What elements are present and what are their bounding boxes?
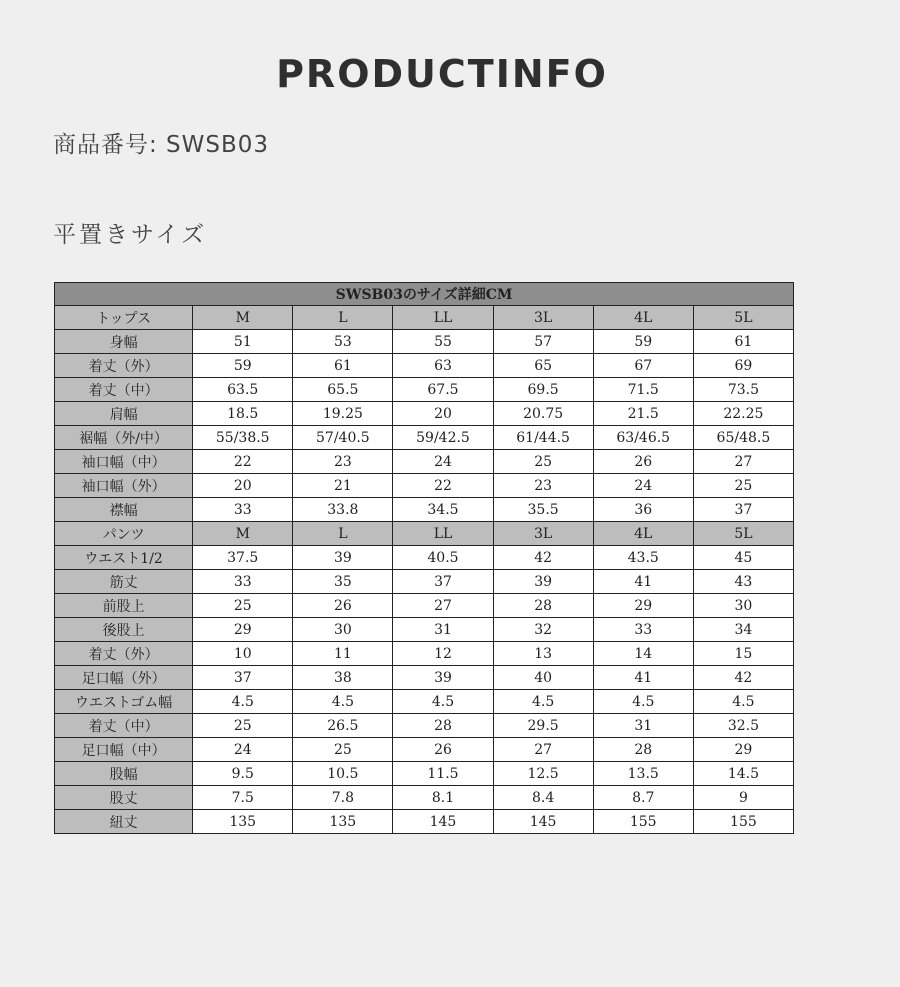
table-cell: 27 — [693, 450, 793, 474]
table-cell: 20 — [193, 474, 293, 498]
table-row — [55, 498, 794, 522]
table-cell: 23 — [493, 474, 593, 498]
table-cell: 18.5 — [193, 402, 293, 426]
row-label: 後股上 — [55, 618, 193, 642]
table-cell: 32.5 — [693, 714, 793, 738]
table-row — [55, 594, 794, 618]
table-cell: 40.5 — [393, 546, 493, 570]
table-cell: 61/44.5 — [493, 426, 593, 450]
row-label: 袖口幅（外） — [55, 474, 193, 498]
table-cell: 37.5 — [193, 546, 293, 570]
size-header: 3L — [493, 522, 593, 546]
table-cell: 4.5 — [293, 690, 393, 714]
table-cell: 22 — [193, 450, 293, 474]
table-cell: 27 — [393, 594, 493, 618]
table-cell: 31 — [393, 618, 493, 642]
table-body — [55, 306, 794, 834]
table-cell: 33 — [193, 570, 293, 594]
size-header: LL — [393, 306, 493, 330]
table-cell: 39 — [493, 570, 593, 594]
table-cell: 13 — [493, 642, 593, 666]
table-row — [55, 810, 794, 834]
table-cell: 37 — [393, 570, 493, 594]
table-cell: 63/46.5 — [593, 426, 693, 450]
row-label: 着丈（外） — [55, 354, 193, 378]
table-row — [55, 330, 794, 354]
table-cell: 29.5 — [493, 714, 593, 738]
table-cell: 34 — [693, 618, 793, 642]
table-cell: 63 — [393, 354, 493, 378]
table-cell: 7.8 — [293, 786, 393, 810]
row-label: 前股上 — [55, 594, 193, 618]
row-label: ウエストゴム幅 — [55, 690, 193, 714]
table-cell: 67.5 — [393, 378, 493, 402]
table-cell: 27 — [493, 738, 593, 762]
row-label: 着丈（外） — [55, 642, 193, 666]
table-cell: 155 — [693, 810, 793, 834]
table-cell: 59 — [593, 330, 693, 354]
table-cell: 22 — [393, 474, 493, 498]
table-cell: 12.5 — [493, 762, 593, 786]
size-header: M — [193, 306, 293, 330]
table-cell: 25 — [493, 450, 593, 474]
table-cell: 34.5 — [393, 498, 493, 522]
size-header: 4L — [593, 522, 693, 546]
table-cell: 35 — [293, 570, 393, 594]
table-row — [55, 642, 794, 666]
table-cell: 51 — [193, 330, 293, 354]
table-cell: 24 — [593, 474, 693, 498]
size-header: 3L — [493, 306, 593, 330]
table-cell: 145 — [493, 810, 593, 834]
table-cell: 57 — [493, 330, 593, 354]
table-cell: 28 — [493, 594, 593, 618]
table-cell: 37 — [193, 666, 293, 690]
pants-section-label: パンツ — [55, 522, 193, 546]
table-row — [55, 570, 794, 594]
table-cell: 65/48.5 — [693, 426, 793, 450]
table-cell: 45 — [693, 546, 793, 570]
table-row — [55, 426, 794, 450]
table-cell: 38 — [293, 666, 393, 690]
row-label: 股幅 — [55, 762, 193, 786]
row-label: ウエスト1/2 — [55, 546, 193, 570]
table-cell: 63.5 — [193, 378, 293, 402]
table-cell: 135 — [293, 810, 393, 834]
table-cell: 23 — [293, 450, 393, 474]
table-row — [55, 786, 794, 810]
table-cell: 22.25 — [693, 402, 793, 426]
table-cell: 30 — [693, 594, 793, 618]
table-cell: 14.5 — [693, 762, 793, 786]
table-cell: 41 — [593, 570, 693, 594]
table-cell: 4.5 — [493, 690, 593, 714]
table-row — [55, 402, 794, 426]
table-cell: 37 — [693, 498, 793, 522]
row-label: 裾幅（外/中） — [55, 426, 193, 450]
table-row — [55, 666, 794, 690]
table-cell: 25 — [193, 714, 293, 738]
table-cell: 11 — [293, 642, 393, 666]
row-label: 襟幅 — [55, 498, 193, 522]
row-label: 身幅 — [55, 330, 193, 354]
tops-header-row — [55, 306, 794, 330]
size-header: 5L — [693, 522, 793, 546]
section-title: 平置きサイズ — [53, 222, 208, 248]
table-row — [55, 738, 794, 762]
table-cell: 13.5 — [593, 762, 693, 786]
table-cell: 10.5 — [293, 762, 393, 786]
table-cell: 20 — [393, 402, 493, 426]
row-label: 足口幅（外） — [55, 666, 193, 690]
table-cell: 4.5 — [193, 690, 293, 714]
size-header: M — [193, 522, 293, 546]
table-cell: 4.5 — [593, 690, 693, 714]
row-label: 紐丈 — [55, 810, 193, 834]
table-title-row — [55, 283, 794, 306]
table-row — [55, 378, 794, 402]
size-header: L — [293, 522, 393, 546]
table-cell: 36 — [593, 498, 693, 522]
row-label: 股丈 — [55, 786, 193, 810]
table-cell: 8.7 — [593, 786, 693, 810]
row-label: 着丈（中） — [55, 714, 193, 738]
table-cell: 21 — [293, 474, 393, 498]
table-cell: 53 — [293, 330, 393, 354]
table-row — [55, 762, 794, 786]
table-cell: 33 — [193, 498, 293, 522]
table-row — [55, 714, 794, 738]
table-row — [55, 354, 794, 378]
table-cell: 8.1 — [393, 786, 493, 810]
table-cell: 7.5 — [193, 786, 293, 810]
size-header: 4L — [593, 306, 693, 330]
row-label: 筋丈 — [55, 570, 193, 594]
table-cell: 71.5 — [593, 378, 693, 402]
table-cell: 35.5 — [493, 498, 593, 522]
size-header: 5L — [693, 306, 793, 330]
table-cell: 29 — [593, 594, 693, 618]
table-cell: 69 — [693, 354, 793, 378]
table-row — [55, 690, 794, 714]
table-cell: 9 — [693, 786, 793, 810]
table-cell: 33 — [593, 618, 693, 642]
size-header: L — [293, 306, 393, 330]
table-cell: 24 — [393, 450, 493, 474]
table-cell: 33.8 — [293, 498, 393, 522]
table-cell: 26 — [393, 738, 493, 762]
table-cell: 4.5 — [693, 690, 793, 714]
table-cell: 24 — [193, 738, 293, 762]
table-cell: 155 — [593, 810, 693, 834]
table-row — [55, 450, 794, 474]
table-cell: 67 — [593, 354, 693, 378]
table-cell: 19.25 — [293, 402, 393, 426]
table-cell: 135 — [193, 810, 293, 834]
table-cell: 55 — [393, 330, 493, 354]
table-cell: 61 — [293, 354, 393, 378]
table-cell: 145 — [393, 810, 493, 834]
table-cell: 42 — [693, 666, 793, 690]
row-label: 足口幅（中） — [55, 738, 193, 762]
table-cell: 15 — [693, 642, 793, 666]
table-cell: 11.5 — [393, 762, 493, 786]
table-row — [55, 474, 794, 498]
pants-header-row — [55, 522, 794, 546]
table-cell: 10 — [193, 642, 293, 666]
table-cell: 30 — [293, 618, 393, 642]
table-cell: 20.75 — [493, 402, 593, 426]
table-cell: 73.5 — [693, 378, 793, 402]
table-cell: 65 — [493, 354, 593, 378]
table-cell: 61 — [693, 330, 793, 354]
table-cell: 40 — [493, 666, 593, 690]
table-cell: 65.5 — [293, 378, 393, 402]
table-cell: 41 — [593, 666, 693, 690]
table-cell: 25 — [693, 474, 793, 498]
table-cell: 29 — [693, 738, 793, 762]
table-cell: 26.5 — [293, 714, 393, 738]
table-cell: 69.5 — [493, 378, 593, 402]
table-row — [55, 546, 794, 570]
table-cell: 59/42.5 — [393, 426, 493, 450]
table-cell: 12 — [393, 642, 493, 666]
row-label: 袖口幅（中） — [55, 450, 193, 474]
table-title: SWSB03のサイズ詳細CM — [55, 283, 794, 306]
table-cell: 55/38.5 — [193, 426, 293, 450]
table-cell: 43 — [693, 570, 793, 594]
row-label: 着丈（中） — [55, 378, 193, 402]
table-cell: 4.5 — [393, 690, 493, 714]
table-cell: 39 — [293, 546, 393, 570]
table-cell: 39 — [393, 666, 493, 690]
table-cell: 59 — [193, 354, 293, 378]
table-cell: 31 — [593, 714, 693, 738]
table-cell: 29 — [193, 618, 293, 642]
tops-section-label: トップス — [55, 306, 193, 330]
table-cell: 14 — [593, 642, 693, 666]
table-cell: 32 — [493, 618, 593, 642]
table-cell: 21.5 — [593, 402, 693, 426]
table-cell: 9.5 — [193, 762, 293, 786]
table-cell: 26 — [293, 594, 393, 618]
table-cell: 8.4 — [493, 786, 593, 810]
table-cell: 43.5 — [593, 546, 693, 570]
table-cell: 25 — [293, 738, 393, 762]
table-cell: 57/40.5 — [293, 426, 393, 450]
table-cell: 26 — [593, 450, 693, 474]
table-cell: 28 — [593, 738, 693, 762]
row-label: 肩幅 — [55, 402, 193, 426]
product-number: 商品番号: SWSB03 — [53, 132, 270, 158]
table-cell: 28 — [393, 714, 493, 738]
table-cell: 25 — [193, 594, 293, 618]
size-header: LL — [393, 522, 493, 546]
table-cell: 42 — [493, 546, 593, 570]
table-row — [55, 618, 794, 642]
page-title: PRODUCTINFO — [276, 52, 608, 96]
size-table — [54, 282, 794, 834]
